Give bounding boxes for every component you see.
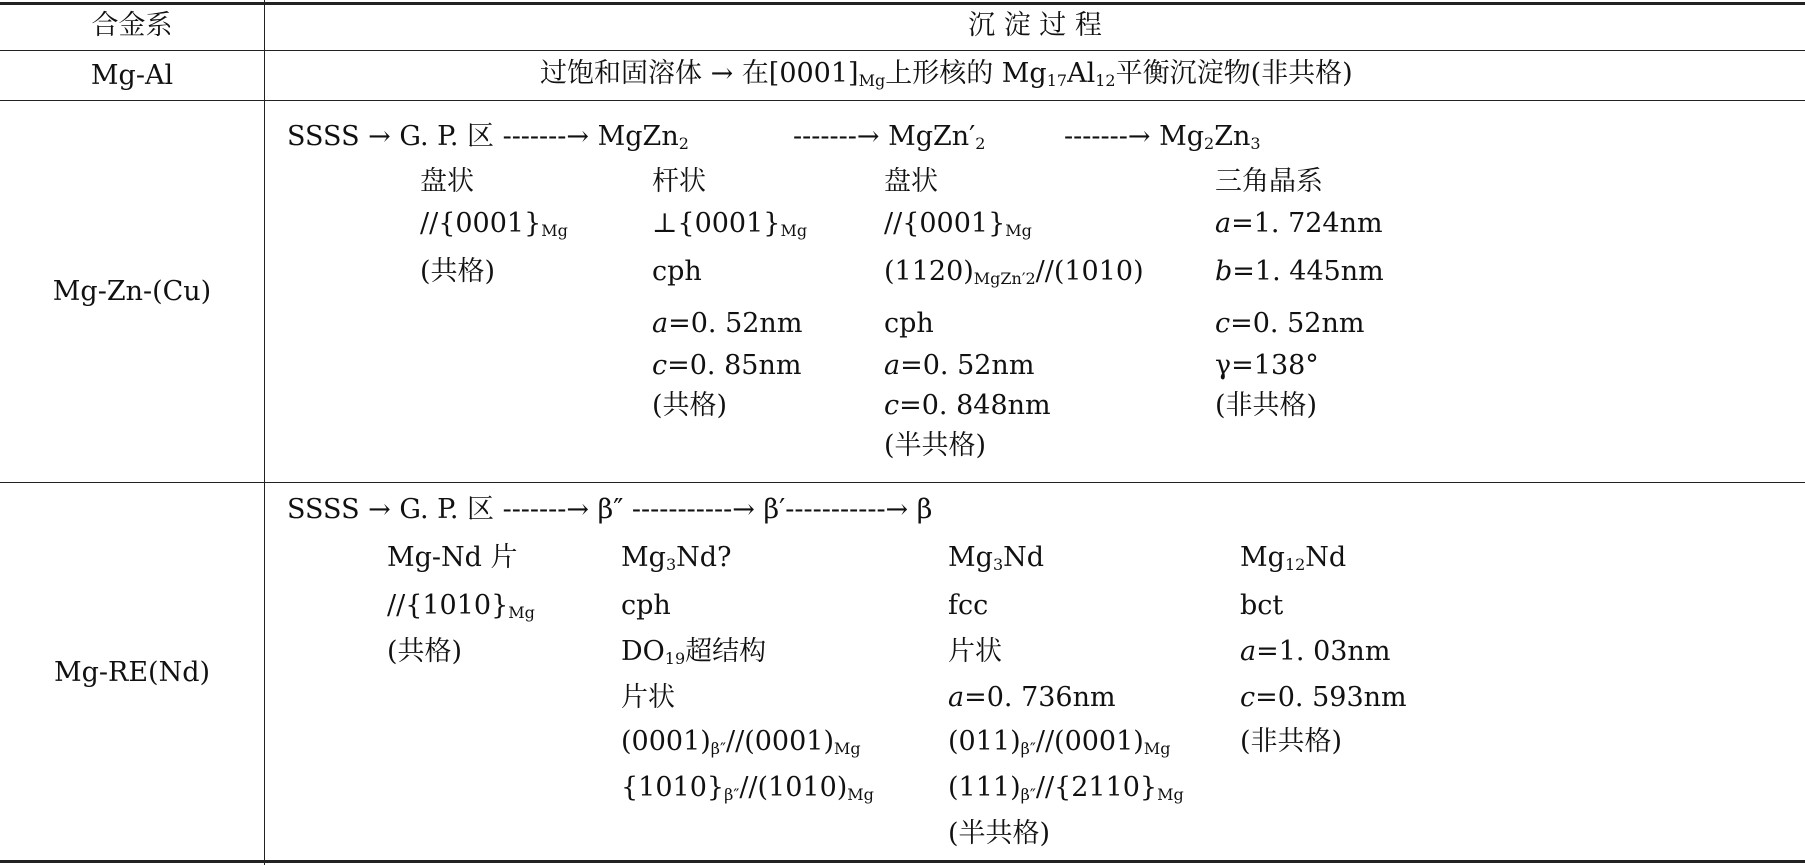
mgzn2-plane: $\perp\{0001\}_{Mg}$ <box>652 208 808 240</box>
beta2-superstructure: $DO_{19}$超结构 <box>621 636 767 668</box>
mgzn2-coherency: (共格) <box>652 390 728 421</box>
mg2zn3-lattice-c: c=0. 52nm <box>1215 308 1365 339</box>
mg2zn3-lattice-b: b=1. 445nm <box>1215 256 1384 287</box>
mg-re-gp-coherency: (共格) <box>387 636 463 667</box>
beta1-phase: $Mg_3Nd$ <box>948 542 1045 574</box>
beta2-orientation-2: $\{1010\}_{\beta''}//(1010)_{Mg}$ <box>621 772 874 804</box>
mgzn2-structure: cph <box>652 256 702 287</box>
mg2zn3-system: 三角晶系 <box>1215 166 1323 197</box>
mg-zn-sequence-3: -------→ $Mg_2Zn_3$ <box>1064 121 1261 153</box>
mg2zn3-angle: γ=138° <box>1215 350 1319 381</box>
mgzn2p-lattice-c: c=0. 848nm <box>884 390 1051 421</box>
mg2zn3-lattice-a: a=1. 724nm <box>1215 208 1383 239</box>
mgzn2-lattice-c: c=0. 85nm <box>652 350 802 381</box>
mgzn2p-coherency: (半共格) <box>884 430 987 461</box>
mgzn2-lattice-a: a=0. 52nm <box>652 308 803 339</box>
header-bottom-rule <box>0 50 1805 51</box>
mg-re-gp-shape: Mg-Nd 片 <box>387 542 518 573</box>
mg-zn-gp-coherency: (共格) <box>420 256 496 287</box>
beta1-orientation-1: $(011)_{\beta''}//(0001)_{Mg}$ <box>948 726 1171 758</box>
beta2-shape: 片状 <box>621 682 675 713</box>
header-precipitation-process: 沉 淀 过 程 <box>968 10 1102 41</box>
column-divider <box>264 0 265 865</box>
beta1-structure: fcc <box>948 590 989 621</box>
beta-structure: bct <box>1240 590 1284 621</box>
beta1-lattice-a: a=0. 736nm <box>948 682 1116 713</box>
alloy-mg-al: Mg-Al <box>90 60 174 91</box>
mgzn2p-lattice-a: a=0. 52nm <box>884 350 1035 381</box>
beta2-phase: $Mg_3Nd$? <box>621 542 732 574</box>
table-top-rule <box>0 2 1805 5</box>
beta-lattice-a: a=1. 03nm <box>1240 636 1391 667</box>
beta-coherency: (非共格) <box>1240 726 1343 757</box>
beta2-structure: cph <box>621 590 671 621</box>
mgzn2p-structure: cph <box>884 308 934 339</box>
beta-lattice-c: c=0. 593nm <box>1240 682 1407 713</box>
mg-zn-sequence: SSSS → G. P. 区 -------→ MgZn$_2$ <box>287 121 689 153</box>
mg-al-process-text: 过饱和固溶体 → 在$[0001]_{Mg}$上形核的 $Mg_{17}Al_{12}$平衡沉淀物(非共格) <box>540 58 1353 90</box>
mgzn2p-orientation: $(1120)_{MgZn'2}//(1010)$ <box>884 256 1144 288</box>
header-alloy-system: 合金系 <box>91 10 173 41</box>
beta1-shape: 片状 <box>948 636 1002 667</box>
mg-re-sequence: SSSS → G. P. 区 -------→ β″ -----------→ β′-----------→ β <box>287 494 933 525</box>
beta1-coherency: (半共格) <box>948 818 1051 849</box>
mgzn2p-shape: 盘状 <box>884 166 938 197</box>
mgzn2p-plane: $//\{0001\}_{Mg}$ <box>884 208 1032 240</box>
mg-re-gp-plane: $//\{1010\}_{Mg}$ <box>387 590 535 622</box>
mgzn2-shape: 杆状 <box>652 166 706 197</box>
table-bottom-rule <box>0 860 1805 863</box>
beta-phase: $Mg_{12}Nd$ <box>1240 542 1347 574</box>
mg-zn-gp-plane: $//\{0001\}_{Mg}$ <box>420 208 568 240</box>
mg-zn-sequence-2: -------→ $MgZn'_2$ <box>793 121 986 153</box>
beta2-orientation-1: $(0001)_{\beta''}//(0001)_{Mg}$ <box>621 726 861 758</box>
alloy-mg-re-nd: Mg-RE(Nd) <box>53 657 211 688</box>
row-rule-1 <box>0 100 1805 101</box>
alloy-mg-zn-cu: Mg-Zn-(Cu) <box>52 276 212 307</box>
beta1-orientation-2: $(111)_{\beta''}//\{2110\}_{Mg}$ <box>948 772 1184 804</box>
mg-zn-gp-shape: 盘状 <box>420 166 474 197</box>
row-rule-2 <box>0 482 1805 483</box>
mg2zn3-coherency: (非共格) <box>1215 390 1318 421</box>
